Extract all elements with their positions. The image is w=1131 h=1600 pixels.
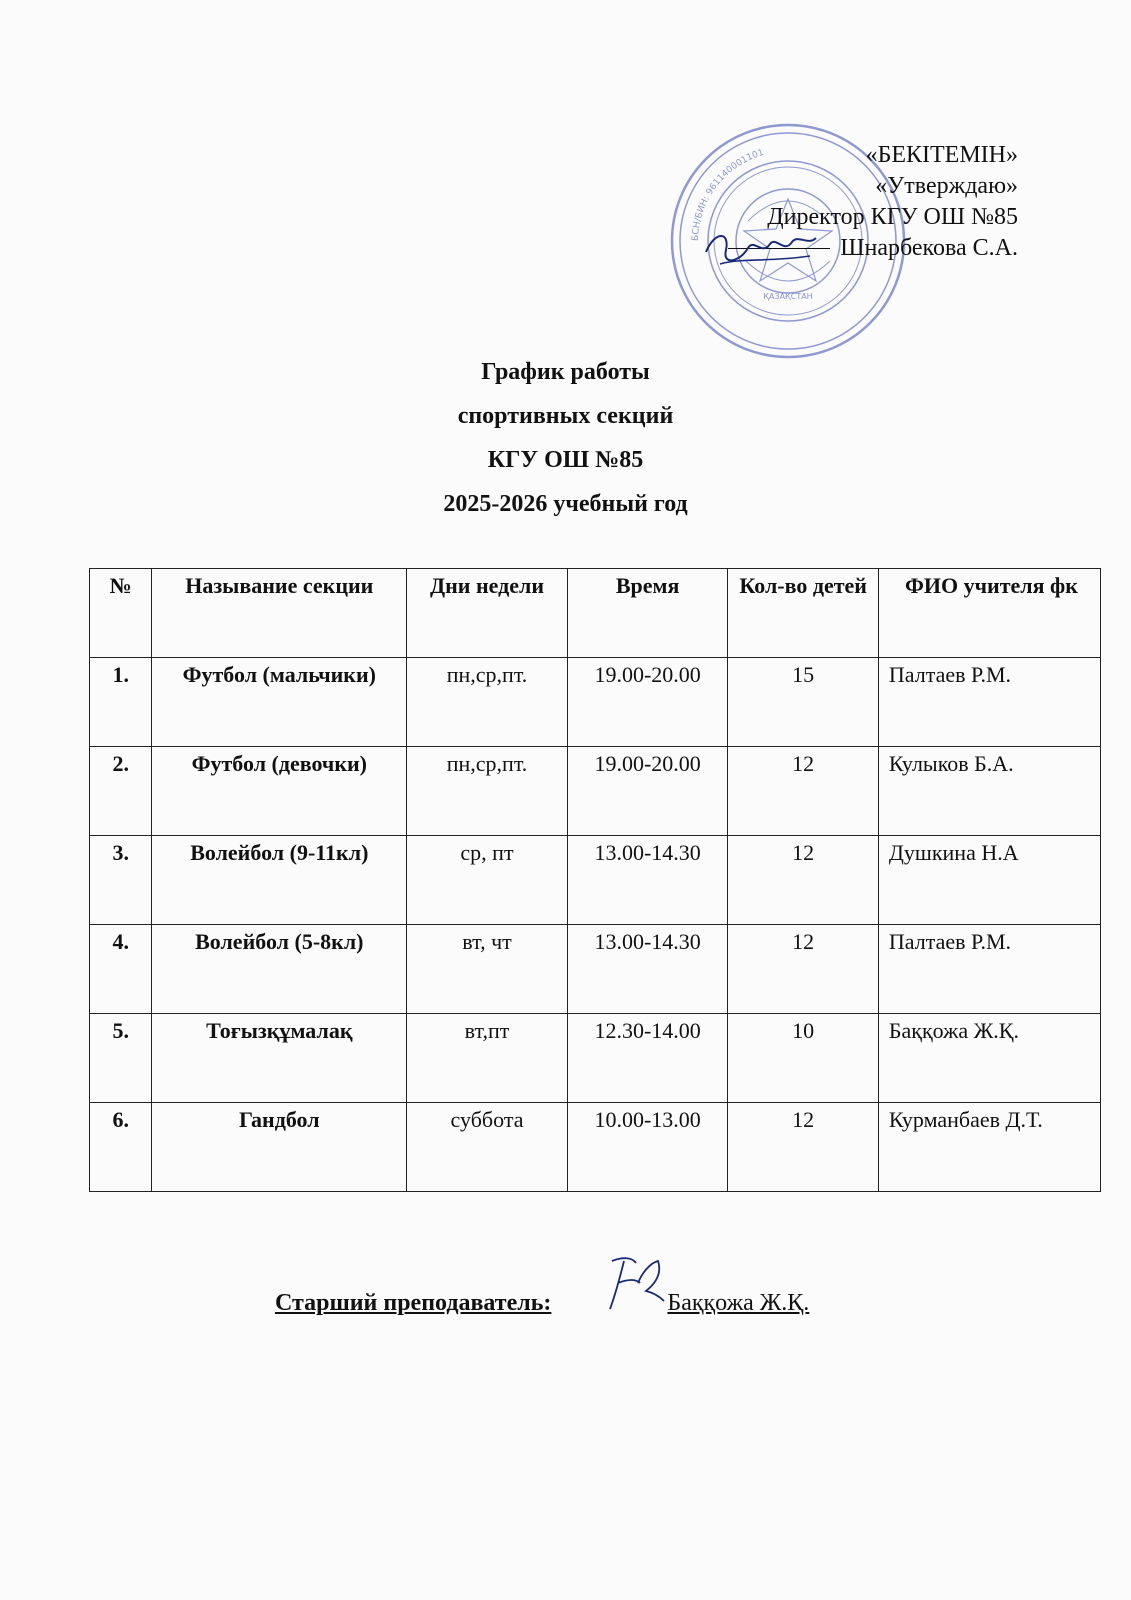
header-children-count: Кол-во детей	[728, 569, 878, 658]
cell-time: 19.00-20.00	[567, 747, 728, 836]
title-line-4: 2025-2026 учебный год	[443, 491, 688, 517]
cell-days: пн,ср,пт.	[407, 747, 568, 836]
table-row	[90, 1103, 1101, 1192]
schedule-table	[89, 568, 1101, 1192]
document-title	[0, 350, 1131, 526]
cell-children-count: 12	[728, 1103, 878, 1192]
cell-section-name: Волейбол (5-8кл)	[152, 925, 407, 1014]
approval-kz: «БЕКІТЕМІН»	[865, 142, 1018, 168]
cell-time: 13.00-14.30	[567, 836, 728, 925]
cell-teacher: Душкина Н.А	[878, 836, 1100, 925]
cell-teacher: Палтаев Р.М.	[878, 925, 1100, 1014]
cell-teacher: Курманбаев Д.Т.	[878, 1103, 1100, 1192]
title-line-3: КГУ ОШ №85	[487, 447, 644, 473]
cell-children-count: 12	[728, 747, 878, 836]
cell-days: вт, чт	[407, 925, 568, 1014]
title-line-1: График работы	[481, 359, 650, 385]
cell-section-name: Гандбол	[152, 1103, 407, 1192]
cell-days: суббота	[407, 1103, 568, 1192]
cell-days: вт,пт	[407, 1014, 568, 1103]
header-teacher: ФИО учителя фк	[878, 569, 1100, 658]
table-row	[90, 1014, 1101, 1103]
cell-teacher: Баққожа Ж.Қ.	[878, 1014, 1100, 1103]
seal-ring-text: БСН/БИН: 961140001101	[690, 147, 766, 242]
cell-section-name: Тоғызқұмалақ	[152, 1014, 407, 1103]
director-signature	[700, 222, 820, 277]
cell-section-name: Волейбол (9-11кл)	[152, 836, 407, 925]
footer-signature-line	[275, 1290, 809, 1317]
cell-num: 2.	[90, 747, 152, 836]
header-days: Дни недели	[407, 569, 568, 658]
cell-children-count: 10	[728, 1014, 878, 1103]
cell-num: 5.	[90, 1014, 152, 1103]
cell-children-count: 15	[728, 658, 878, 747]
table-row	[90, 836, 1101, 925]
seal-country-text: ҚАЗАҚСТАН	[763, 292, 813, 301]
cell-time: 13.00-14.30	[567, 925, 728, 1014]
cell-days: ср, пт	[407, 836, 568, 925]
cell-num: 6.	[90, 1103, 152, 1192]
header-num: №	[90, 569, 152, 658]
approval-name: Шнарбекова С.А.	[840, 235, 1018, 261]
footer-role: Старший преподаватель:	[275, 1290, 552, 1316]
approval-position: Директор КГУ ОШ №85	[767, 204, 1018, 230]
header-time: Время	[567, 569, 728, 658]
cell-days: пн,ср,пт.	[407, 658, 568, 747]
cell-section-name: Футбол (девочки)	[152, 747, 407, 836]
cell-num: 3.	[90, 836, 152, 925]
title-line-2: спортивных секций	[457, 403, 674, 429]
cell-teacher: Палтаев Р.М.	[878, 658, 1100, 747]
table-row	[90, 658, 1101, 747]
approval-ru: «Утверждаю»	[875, 173, 1018, 199]
cell-section-name: Футбол (мальчики)	[152, 658, 407, 747]
table-row	[90, 747, 1101, 836]
cell-time: 12.30-14.00	[567, 1014, 728, 1103]
table-header-row	[90, 569, 1101, 658]
table-row	[90, 925, 1101, 1014]
cell-teacher: Кулыков Б.А.	[878, 747, 1100, 836]
cell-children-count: 12	[728, 836, 878, 925]
header-section-name: Называние секции	[152, 569, 407, 658]
footer-name: Баққожа Ж.Қ.	[667, 1290, 810, 1316]
cell-time: 10.00-13.00	[567, 1103, 728, 1192]
cell-num: 1.	[90, 658, 152, 747]
cell-num: 4.	[90, 925, 152, 1014]
cell-time: 19.00-20.00	[567, 658, 728, 747]
cell-children-count: 12	[728, 925, 878, 1014]
